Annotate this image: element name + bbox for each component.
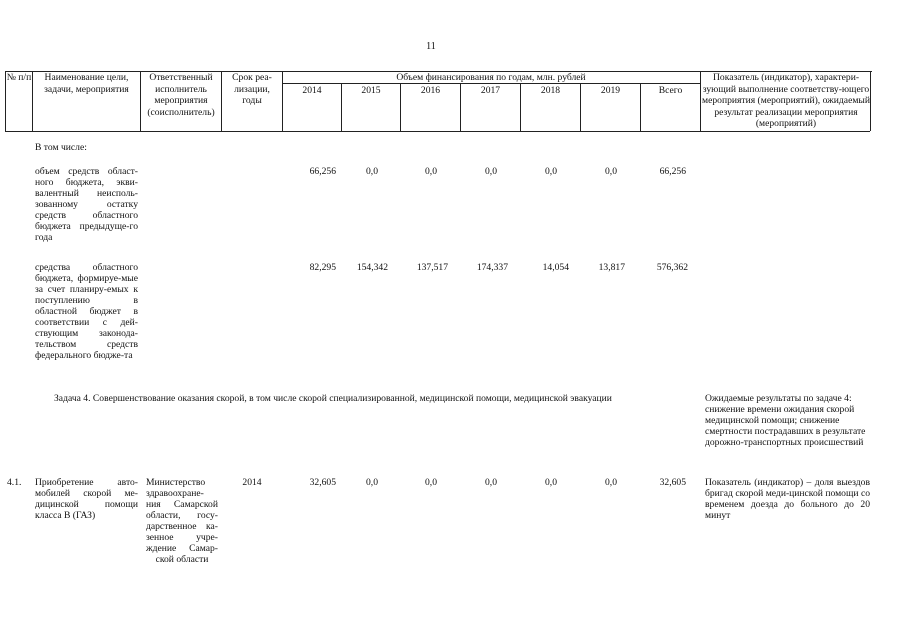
task4-title: Задача 4. Совершенствование оказания скорой, в том числе скорой специализированной, медицинской помощи, медицинской эвакуации: [54, 393, 612, 404]
item-value: 0,0: [485, 477, 497, 488]
row-value: 0,0: [425, 166, 437, 177]
row-value: 66,256: [309, 166, 336, 177]
row-value: 13,817: [598, 262, 625, 273]
item-value: 0,0: [605, 477, 617, 488]
row-value: 14,054: [542, 262, 569, 273]
row-total: 576,362: [656, 262, 688, 273]
row-total: 66,256: [659, 166, 686, 177]
header-col-indicator: Показатель (индикатор), характери-зующий выполнение соответству-ющего мероприятия (мероприятий), ожидаемый результат реализации мероприятия (мероприятий): [702, 72, 870, 129]
item-number: 4.1.: [7, 477, 22, 488]
item-indicator: Показатель (индикатор) – доля выездов бригад скорой меди-цинской помощи со временем доезда до больного до 20 минут: [705, 477, 870, 521]
item-responsible: Министерство здравоохране-ния Самарской области, госу-дарственное ка-зенное учре-ждение Самар-ской области: [146, 477, 218, 565]
row-value: 0,0: [545, 166, 557, 177]
row-value: 154,342: [356, 262, 388, 273]
item-name: Приобретение авто-мобилей скорой ме-дицинской помощи класса В (ГАЗ): [35, 477, 138, 521]
row-value: 174,337: [476, 262, 508, 273]
row-value: 0,0: [605, 166, 617, 177]
row-value: 82,295: [309, 262, 336, 273]
including-label: В том числе:: [35, 142, 87, 153]
header-year: 2018: [540, 85, 561, 96]
item-total: 32,605: [659, 477, 686, 488]
row-value: 0,0: [485, 166, 497, 177]
item-value: 0,0: [545, 477, 557, 488]
header-col-term: Срок реа-лизации, годы: [232, 72, 272, 106]
item-value: 0,0: [366, 477, 378, 488]
task4-expected-results: Ожидаемые результаты по задаче 4: снижение времени ожидания скорой медицинской помощи; снижение смертности пострадавших в результате дорожно-транспортных происшествий: [705, 393, 866, 448]
header-year: 2019: [600, 85, 621, 96]
item-term: 2014: [242, 477, 262, 488]
row-value: 0,0: [366, 166, 378, 177]
page-number: 11: [426, 41, 436, 52]
item-value: 32,605: [309, 477, 336, 488]
header-year: 2014: [302, 85, 322, 96]
row-name: средства областного бюджета, формируе-мые за счет планиру-емых к поступлению в областной бюджет в соответствии с дей-ствующим законода-тельством средств федерального бюдже-та: [35, 262, 138, 361]
header-year: 2015: [361, 85, 381, 96]
header-col-name: Наименование цели, задачи, мероприятия: [44, 72, 129, 95]
header-year: 2016: [420, 85, 441, 96]
header-col-funding: Объем финансирования по годам, млн. рублей: [396, 72, 586, 83]
row-value: 137,517: [416, 262, 448, 273]
header-col-number: № п/п: [6, 72, 32, 83]
header-total: Всего: [658, 85, 683, 96]
header-year: 2017: [480, 85, 501, 96]
header-col-responsible: Ответственный исполнитель мероприятия (соисполнитель): [147, 72, 215, 118]
row-name: объем средств област-ного бюджета, экви-валентный неисполь-зованному остатку средств областного бюджета предыдуще-го года: [35, 166, 138, 243]
item-value: 0,0: [425, 477, 437, 488]
